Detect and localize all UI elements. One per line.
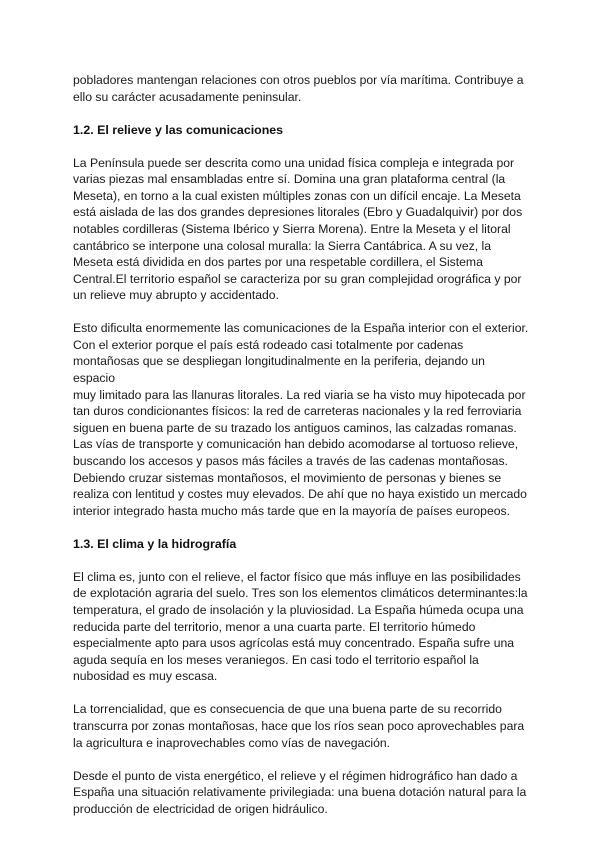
clima-paragraph-1: El clima es, junto con el relieve, el factor físico que más influye en las posibilidades de explotación agraria del suelo. Tres son los elementos climáticos determinantes:la temperatura, el grado de insolación y la pluviosidad. La España húmeda ocupa una reducida parte del territorio, menor a una cuarta parte. El territorio húmedo especialmente apto para usos agrícolas está muy concentrado. España sufre una aguda sequía en los meses veraniegos. En casi todo el territorio español la nubosidad es muy escasa. bbox=[73, 569, 528, 684]
section-heading-relieve: 1.2. El relieve y las comunicaciones bbox=[73, 122, 284, 137]
relieve-paragraph-1: La Península puede ser descrita como una unidad física compleja e integrada por varias piezas mal ensambladas entre sí. Domina una gran plataforma central (la Meseta), en torno a la cual existen múltiples zonas con un difícil encaje. La Meseta está aislada de las dos grandes depresiones litorales (Ebro y Guadalquivir) por dos notables cordilleras (Sistema Ibérico y Sierra Morena). Entre la Meseta y el litoral cantábrico se interpone una colosal muralla: la Sierra Cantábrica. A su vez, la Meseta está dividida en dos partes por una respetable cordillera, el Sistema Central.El territorio español se caracteriza por su gran complejidad orográfica y por un relieve muy abrupto y accidentado. bbox=[73, 155, 523, 303]
clima-paragraph-3: Desde el punto de vista energético, el relieve y el régimen hidrográfico han dado a España una situación relativamente privilegiada: una buena dotación natural para la producción de electricidad de origen hidráulico. bbox=[73, 768, 527, 816]
clima-paragraph-2: La torrencialidad, que es consecuencia de que una buena parte de su recorrido transcurra por zonas montañosas, hace que los ríos sean poco aprovechables para la agricultura e inaprovechables como vías de navegación. bbox=[73, 702, 525, 750]
relieve-paragraph-2: Esto dificulta enormemente las comunicaciones de la España interior con el exterior. Con el exterior porque el país está rodeado casi totalmente por cadenas montañosas que se despliegan longitudinalmente en la periferia, dejando un espacio muy limitado para las llanuras litorales. La red viaria se ha visto muy hipotecada por tan duros condicionantes físicos: la red de carreteras nacionales y la red ferroviaria siguen en buena parte de su trazado los antiguos caminos, las calzadas romanas. Las vías de transporte y comunicación han debido acomodarse al tortuoso relieve, buscando los accesos y pasos más fáciles a través de las cadenas montañosas. Debiendo cruzar sistemas montañosos, el movimiento de personas y bienes se realiza con lentitud y costes muy elevados. De ahí que no haya existido un mercado interior integrado hasta mucho más tarde que en la mayoría de países europeos. bbox=[73, 321, 529, 518]
section-heading-clima: 1.3. El clima y la hidrografía bbox=[73, 536, 237, 551]
intro-paragraph: pobladores mantengan relaciones con otros pueblos por vía marítima. Contribuye a ello su carácter acusadamente peninsular. bbox=[73, 73, 524, 104]
